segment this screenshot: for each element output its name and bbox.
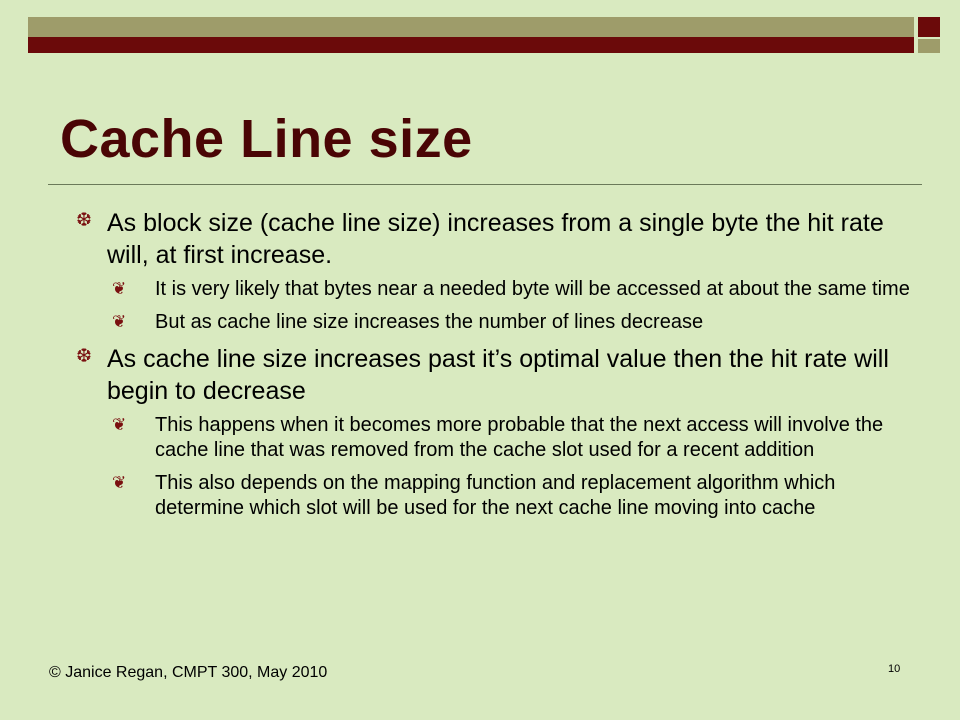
header-maroon-square: [918, 17, 940, 37]
bullet-item: [76, 343, 926, 407]
sub-bullet-text: This also depends on the mapping function and replacement algorithm which determine which slot will be used for the next cache line moving into cache: [155, 472, 836, 519]
snowflake-bullet-icon: ❆: [76, 210, 92, 231]
title-divider: [48, 184, 922, 185]
header-olive-square: [918, 39, 940, 53]
sub-bullet-text: But as cache line size increases the number of lines decrease: [155, 311, 704, 333]
bullet-text: As block size (cache line size) increases from a single byte the hit rate will, at first increase.: [107, 209, 884, 269]
bullet-text: As cache line size increases past it’s optimal value then the hit rate will begin to decrease: [107, 345, 889, 405]
slide-body: [76, 207, 926, 529]
header-olive-bar: [28, 17, 914, 37]
footer-copyright: © Janice Regan, CMPT 300, May 2010: [49, 664, 328, 681]
page-number: 10: [888, 663, 901, 675]
sub-bullet-item: [76, 277, 926, 302]
slide-title: Cache Line size: [60, 109, 473, 169]
snowflake-bullet-icon: ❆: [76, 346, 92, 367]
bullet-item: [76, 207, 926, 271]
sub-bullet-item: [76, 471, 926, 521]
drop-bullet-icon: ❦: [112, 415, 127, 434]
drop-bullet-icon: ❦: [112, 279, 127, 298]
sub-bullet-item: [76, 310, 926, 335]
sub-bullet-text: It is very likely that bytes near a needed byte will be accessed at about the same time: [155, 278, 910, 300]
sub-bullet-text: This happens when it becomes more probable that the next access will involve the cache line that was removed from the cache slot used for a recent addition: [155, 414, 884, 461]
sub-bullet-item: [76, 413, 926, 463]
drop-bullet-icon: ❦: [112, 473, 127, 492]
drop-bullet-icon: ❦: [112, 312, 127, 331]
header-maroon-bar: [28, 37, 914, 53]
